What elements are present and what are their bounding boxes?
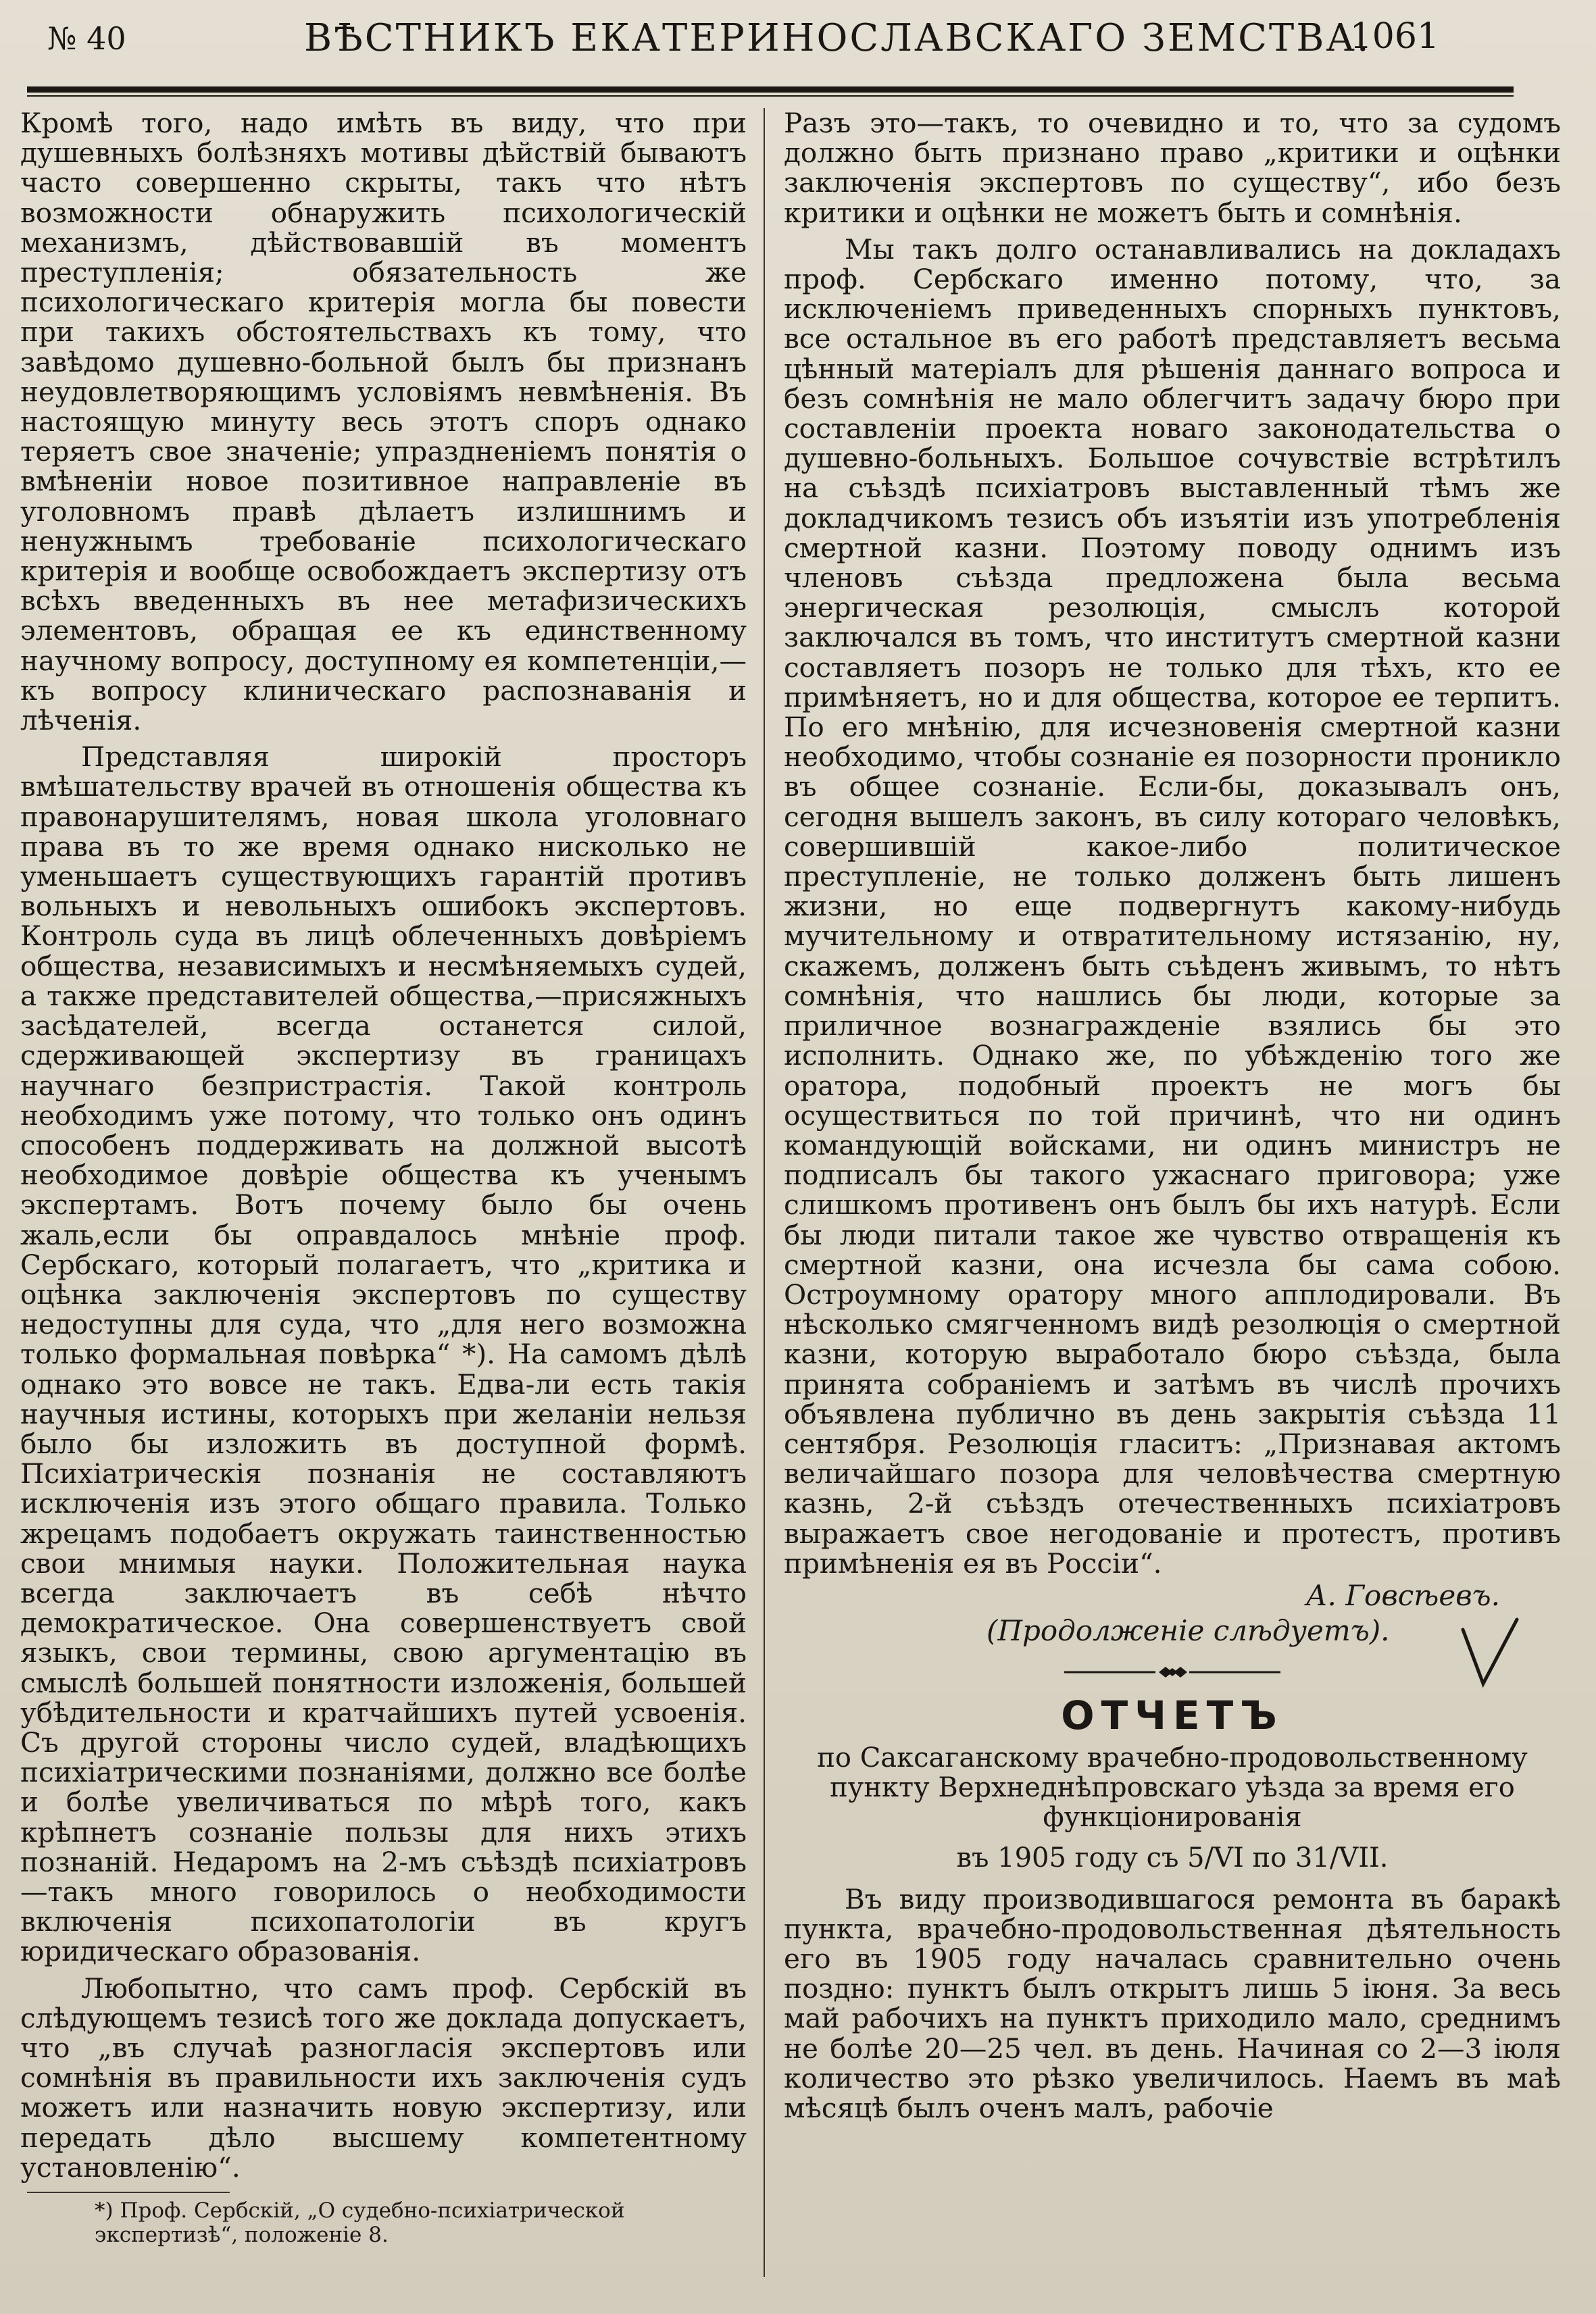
author-signature: А. Говсѣевъ. bbox=[1305, 1578, 1500, 1612]
footnote: *) Проф. Сербскій, „О судебно-психіатрической экспертизѣ“, положеніе 8. bbox=[95, 2198, 625, 2248]
ornament-divider-icon bbox=[1064, 1662, 1280, 1682]
report-title: ОТЧЕТЪ bbox=[1061, 1692, 1284, 1739]
column-separator bbox=[764, 108, 765, 2277]
left-column bbox=[20, 108, 747, 2247]
left-paragraph-2: Представляя широкій просторъ вмѣшательству врачей въ отношенія общества къ правонарушителямъ, новая школа уголовнаго права въ то же время однако нисколько не уменьшаетъ существующихъ гарантій противъ вольныхъ и невольныхъ ошибокъ экспертовъ. Контроль суда въ лицѣ облеченныхъ довѣріемъ общества, независимыхъ и несмѣняемыхъ судей, а также представителей общества,—присяжныхъ засѣдателей, всегда останется силой, сдерживающей экспертизу въ границахъ научнаго безпристрастія. Такой контроль необходимъ уже потому, что только онъ одинъ способенъ поддерживать на должной высотѣ необходимое довѣріе общества къ ученымъ экспертамъ. Вотъ почему было бы очень жаль,если бы оправдалось мнѣніе проф. Сербскаго, который полагаетъ, что „критика и оцѣнка заключенія экспертовъ по существу недоступны для суда, что „для него возможна только формальная повѣрка“ *). На самомъ дѣлѣ однако это вовсе не такъ. Едва-ли есть такія научныя истины, которыхъ при желаніи нельзя было бы изложить въ доступной формѣ. Психіатрическія познанія не составляютъ исключенія изъ этого общаго правила. Только жрецамъ подобаетъ окружать таинственностью свои мнимыя науки. Положительная наука всегда заключаетъ въ себѣ нѣчто демократическое. Она совершенствуетъ свой языкъ, свои термины, свою аргументацію въ смыслѣ большей понятности изложенія, большей убѣдительности и кратчайшихъ путей усвоенія. Съ другой стороны число судей, владѣющихъ психіатрическими познаніями, должно все болѣе и болѣе увеличиваться по мѣрѣ того, какъ крѣпнетъ сознаніе пользы для нихъ этихъ познаній. Недаромъ на 2-мъ съѣздѣ психіатровъ—такъ много говорилось о необходимости включенія психопатологіи въ кругъ юридическаго образованія. bbox=[20, 740, 747, 1968]
right-paragraph-1: Разъ это—такъ, то очевидно и то, что за судомъ должно быть признано право „критики и оцѣнки заключенія экспертовъ по существу“, ибо безъ критики и оцѣнки не можетъ быть и сомнѣнія. bbox=[784, 107, 1561, 229]
page-header bbox=[47, 7, 1439, 81]
header-rule-thick bbox=[27, 86, 1514, 93]
header-rule-thin bbox=[27, 95, 1514, 97]
report-dates: въ 1905 году съ 5/VI по 31/VII. bbox=[956, 1842, 1389, 1874]
report-subtitle: по Саксаганскому врачебно-продовольственному пункту Верхнеднѣпровскаго уѣзда за время его функціонированія bbox=[817, 1742, 1528, 1834]
section-ornament bbox=[784, 1658, 1561, 1678]
handwritten-check-mark bbox=[1460, 1616, 1520, 1690]
left-paragraph-3: Любопытно, что самъ проф. Сербскій въ слѣдующемъ тезисѣ того же доклада допускаетъ, что „въ случаѣ разногласія экспертовъ или сомнѣнія въ правильности ихъ заключенія судъ можетъ или назначить новую экспертизу, или передать дѣло высшему компетентному установленію“. bbox=[20, 1971, 747, 2184]
right-column bbox=[784, 108, 1561, 2123]
left-paragraph-1: Кромѣ того, надо имѣть въ виду, что при душевныхъ болѣзняхъ мотивы дѣйствій бываютъ часто совершенно скрыты, такъ что нѣтъ возможности обнаружить психологическій механизмъ, дѣйствовавшій въ моментъ преступленія; обязательность же психологическаго критерія могла бы повести при такихъ обстоятельствахъ къ тому, что завѣдомо душевно-больной былъ бы признанъ неудовлетворяющимъ условіямъ невмѣненія. Въ настоящую минуту весь этотъ споръ однако теряетъ свое значеніе; упраздненіемъ понятія о вмѣненіи новое позитивное направленіе въ уголовномъ правѣ дѣлаетъ излишнимъ и ненужнымъ требованіе психологическаго критерія и вообще освобождаетъ экспертизу отъ всѣхъ введенныхъ въ нее метафизическихъ элементовъ, обращая ее къ единственному научному вопросу, доступному ея компетенціи,—къ вопросу клиническаго распознаванія и лѣченія. bbox=[20, 107, 747, 737]
right-paragraph-3: Въ виду производившагося ремонта въ баракѣ пункта, врачебно-продовольственная дѣятельность его въ 1905 году началась сравнительно очень поздно: пунктъ былъ открытъ лишь 5 іюня. За весь май рабочихъ на пунктъ приходило мало, среднимъ не болѣе 20—25 чел. въ день. Начиная со 2—3 іюля количество это рѣзко увеличилось. Наемъ въ маѣ мѣсяцѣ былъ оченъ малъ, рабочіе bbox=[784, 1882, 1561, 2124]
page-number: 1061 bbox=[1349, 16, 1439, 57]
continued-note: (Продолженіе слѣдуетъ). bbox=[987, 1614, 1390, 1648]
issue-number: № 40 bbox=[47, 20, 126, 57]
masthead-title: ВѢСТНИКЪ ЕКАТЕРИНОСЛАВСКАГО ЗЕМСТВА. bbox=[304, 16, 1371, 60]
right-paragraph-2: Мы такъ долго останавливались на докладахъ проф. Сербскаго именно потому, что, за исключеніемъ приведенныхъ спорныхъ пунктовъ, все остальное въ его работѣ представляетъ весьма цѣнный матеріалъ для рѣшенія даннаго вопроса и безъ сомнѣнія не мало облегчитъ задачу бюро при составленіи проекта новаго законодательства о душевно-больныхъ. Большое сочувствіе встрѣтилъ на съѣздѣ психіатровъ выставленный тѣмъ же докладчикомъ тезисъ объ изъятіи изъ употребленія смертной казни. Поэтому поводу однимъ изъ членовъ съѣзда предложена была весьма энергическая резолюція, смыслъ которой заключался въ томъ, что институтъ смертной казни составляетъ позоръ не только для тѣхъ, кто ее примѣняетъ, но и для общества, которое ее терпитъ. По его мнѣнію, для исчезновенія смертной казни необходимо, чтобы сознаніе ея позорности проникло въ общее сознаніе. Если-бы, доказывалъ онъ, сегодня вышелъ законъ, въ силу котораго человѣкъ, совершившій какое-либо политическое преступленіе, не только долженъ быть лишенъ жизни, но еще подвергнутъ какому-нибудь мучительному и отвратительному истязанію, ну, скажемъ, долженъ быть съѣденъ живымъ, то нѣтъ сомнѣнія, что нашлись бы люди, которые за приличное вознагражденіе взялись бы это исполнить. Однако же, по убѣжденію того же оратора, подобный проектъ не могъ бы осуществиться по той причинѣ, что ни одинъ командующій войсками, ни одинъ министръ не подписалъ бы такого ужаснаго приговора; уже слишкомъ противенъ онъ былъ бы ихъ натурѣ. Если бы люди питали такое же чувство отвращенія къ смертной казни, она исчезла бы сама собою. Остроумному оратору много апплодировали. Въ нѣсколько смягченномъ видѣ резолюція о смертной казни, которую выработало бюро съѣзда, была принята собраніемъ и затѣмъ въ числѣ прочихъ объявлена публично въ день закрытія съѣзда 11 сентября. Резолюція гласитъ: „Признавая актомъ величайшаго позора для человѣчества смертную казнь, 2-й съѣздъ отечественныхъ психіатровъ выражаетъ свое негодованіе и протестъ, противъ примѣненія ея въ Россіи“. bbox=[784, 232, 1561, 1580]
footnote-rule bbox=[27, 2192, 230, 2193]
